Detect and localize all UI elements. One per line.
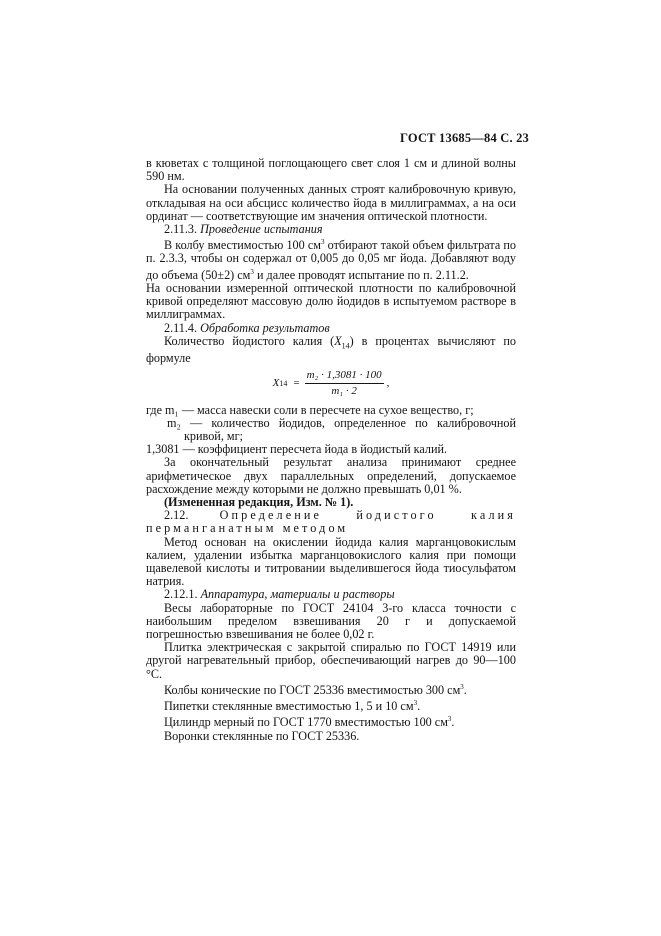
section-2-12-heading <box>146 509 516 535</box>
paragraph-final-result: За окончательный результат анализа принимают среднее арифметическое двух параллельных определений, допускаемое расхождение между которыми не должно превышать 0,01 %. <box>146 455 516 496</box>
amendment-note: (Измененная редакция, Изм. № 1). <box>164 495 354 510</box>
page-header: ГОСТ 13685—84 С. 23 <box>400 131 529 145</box>
section-2-12-1-heading <box>146 588 516 601</box>
section-title: Аппаратура, материалы и растворы <box>200 587 395 602</box>
section-number: 2.12.1. <box>164 587 198 602</box>
section-title: Определение йодистого калия перманганатным методом <box>146 508 516 536</box>
paragraph-funnels: Воронки стеклянные по ГОСТ 25336. <box>164 728 360 743</box>
section-title: Проведение испытания <box>200 222 323 237</box>
paragraph-scales: Весы лабораторные по ГОСТ 24104 3-го класса точности с наибольшим пределом взвешивания 20 г и допускаемой погрешностью взвешивания не более 0,02 г. <box>146 600 516 642</box>
section-number: 2.11.3. <box>164 222 198 237</box>
section-title: Обработка результатов <box>200 320 330 335</box>
formula-numerator: m₂ · 1,3081 · 100 <box>305 369 384 384</box>
legend-m2: m₂ — количество йодидов, определенное по калибровочной кривой, мг; <box>167 415 516 444</box>
formula-fraction <box>305 369 384 398</box>
paragraph-pipettes: Пипетки стеклянные вместимостью 1, 5 и 10 $см^3$. <box>164 699 421 714</box>
document-body <box>146 157 516 743</box>
section-2-11-3-heading <box>146 223 516 236</box>
legend-m1: где m₁ — масса навески соли в пересчете на сухое вещество, г; <box>146 402 474 417</box>
paragraph-hotplate: Плитка электрическая с закрытой спиралью по ГОСТ 14919 или другой нагревательный прибор, обеспечивающий нагрев до 90—100 °С. <box>146 640 516 681</box>
formula-denominator: m₁ · 2 <box>331 385 357 398</box>
paragraph-optical-density: На основании измеренной оптической плотности по калибровочной кривой определяют массовую долю йодидов в испытуемом растворе в миллиграммах. <box>146 280 516 322</box>
paragraph-calibration-curve: На основании полученных данных строят калибровочную кривую, откладывая на оси абсцисс количество йода в миллиграммах, а на оси ординат — соответствующие им значения оптической плотности. <box>146 182 516 223</box>
paragraph-test-procedure: В колбу вместимостью 100 $см^3$ отбирают такой объем фильтрата по п. 2.3.3, чтобы он содержал от 0,005 до 0,05 мг йода. Добавляют воду до объема (50±2) $см^3$ и далее проводят испытание по п. 2.11.2. <box>146 238 516 282</box>
paragraph-cuvette: в кюветах с толщиной поглощающего свет слоя 1 см и длиной волны 590 нм. <box>146 156 516 184</box>
section-number: 2.12. <box>164 508 189 523</box>
paragraph-formula-intro: Количество йодистого калия $(X_{14})$ в процентах вычисляют по формуле <box>146 333 516 366</box>
paragraph-method-basis: Метод основан на окислении йодида калия марганцовокислым калием, удалении избытка марганцовокислого калия при помощи щавелевой кислоты и титровании выделившегося йода тиосульфатом натрия. <box>146 534 516 589</box>
legend-coefficient: 1,3081 — коэффициент пересчета йода в йодистый калий. <box>146 442 448 457</box>
paragraph-cylinder: Цилиндр мерный по ГОСТ 1770 вместимостью 100 $см^3$. <box>164 715 455 730</box>
paragraph-flasks: Колбы конические по ГОСТ 25336 вместимостью 300 $см^3$. <box>164 682 467 697</box>
formula-x14: X 14 = $\frac{\text{m₂ · 1,3081 · 100}}{\text{m₁ · 2}}$ , <box>272 368 390 398</box>
section-number: 2.11.4. <box>164 320 198 335</box>
